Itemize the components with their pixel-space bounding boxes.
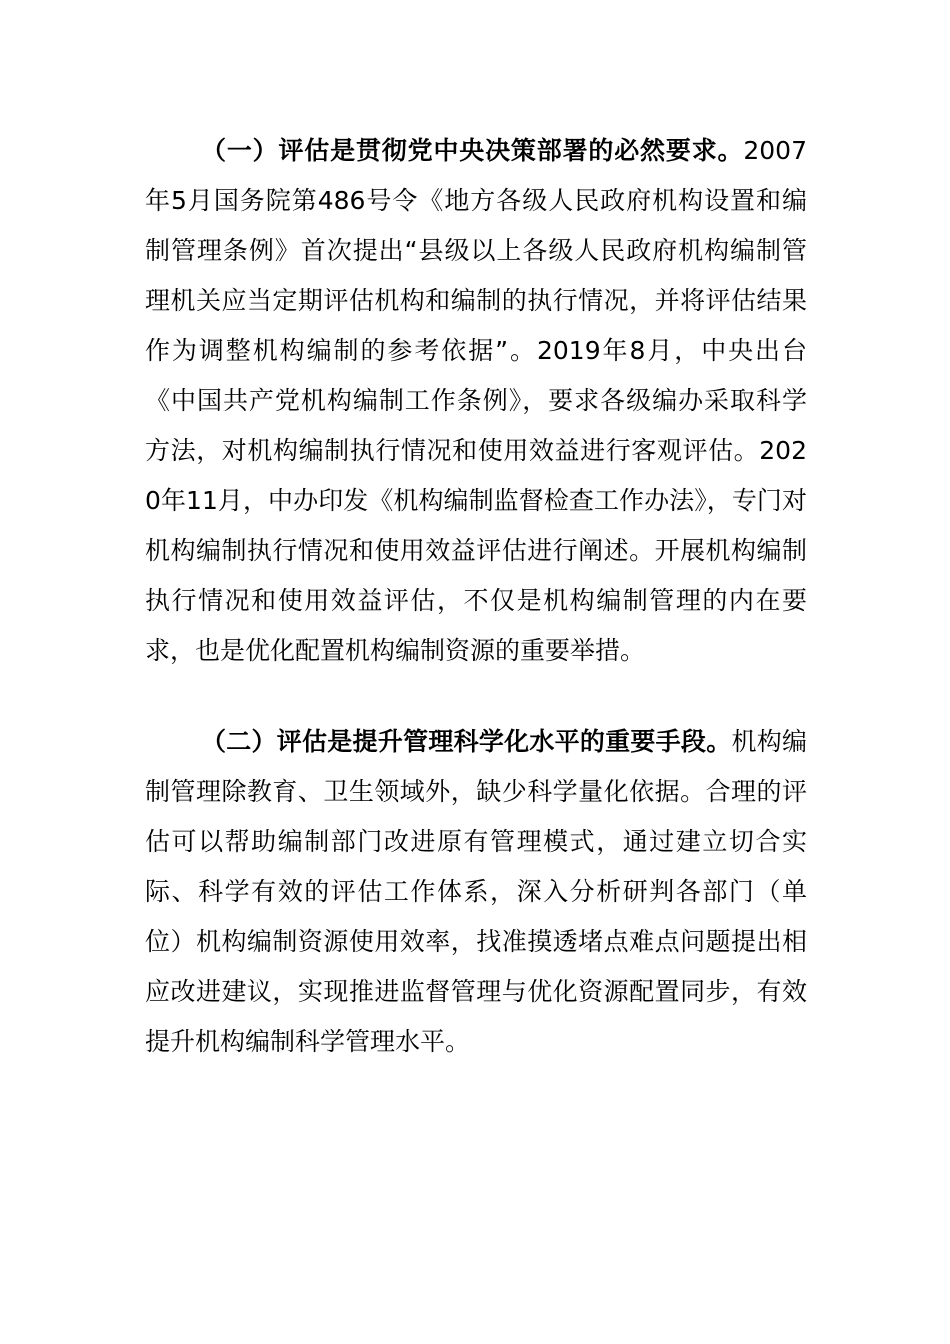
paragraph-evaluation-means: [145, 717, 807, 1067]
paragraph-heading: （一）评估是贯彻党中央决策部署的必然要求。: [201, 136, 744, 165]
paragraph-body: 2007年5月国务院第486号令《地方各级人民政府机构设置和编制管理条例》首次提出“县级以上各级人民政府机构编制管理机关应当定期评估机构和编制的执行情况，并将评估结果作为调整机构编制的参考依据”。2019年8月，中央出台《中国共产党机构编制工作条例》，要求各级编办采取科学方法，对机构编制执行情况和使用效益进行客观评估。2020年11月，中办印发《机构编制监督检查工作办法》，专门对机构编制执行情况和使用效益评估进行阐述。开展机构编制执行情况和使用效益评估，不仅是机构编制管理的内在要求，也是优化配置机构编制资源的重要举措。: [145, 136, 807, 665]
paragraph-heading: （二）评估是提升管理科学化水平的重要手段。: [201, 727, 732, 756]
paragraph-body: 机构编制管理除教育、卫生领域外，缺少科学量化依据。合理的评估可以帮助编制部门改进原有管理模式，通过建立切合实际、科学有效的评估工作体系，深入分析研判各部门（单位）机构编制资源使用效率，找准摸透堵点难点问题提出相应改进建议，实现推进监督管理与优化资源配置同步，有效提升机构编制科学管理水平。: [145, 727, 807, 1056]
document-page: [145, 126, 807, 1067]
paragraph-evaluation-requirement: [145, 126, 807, 676]
